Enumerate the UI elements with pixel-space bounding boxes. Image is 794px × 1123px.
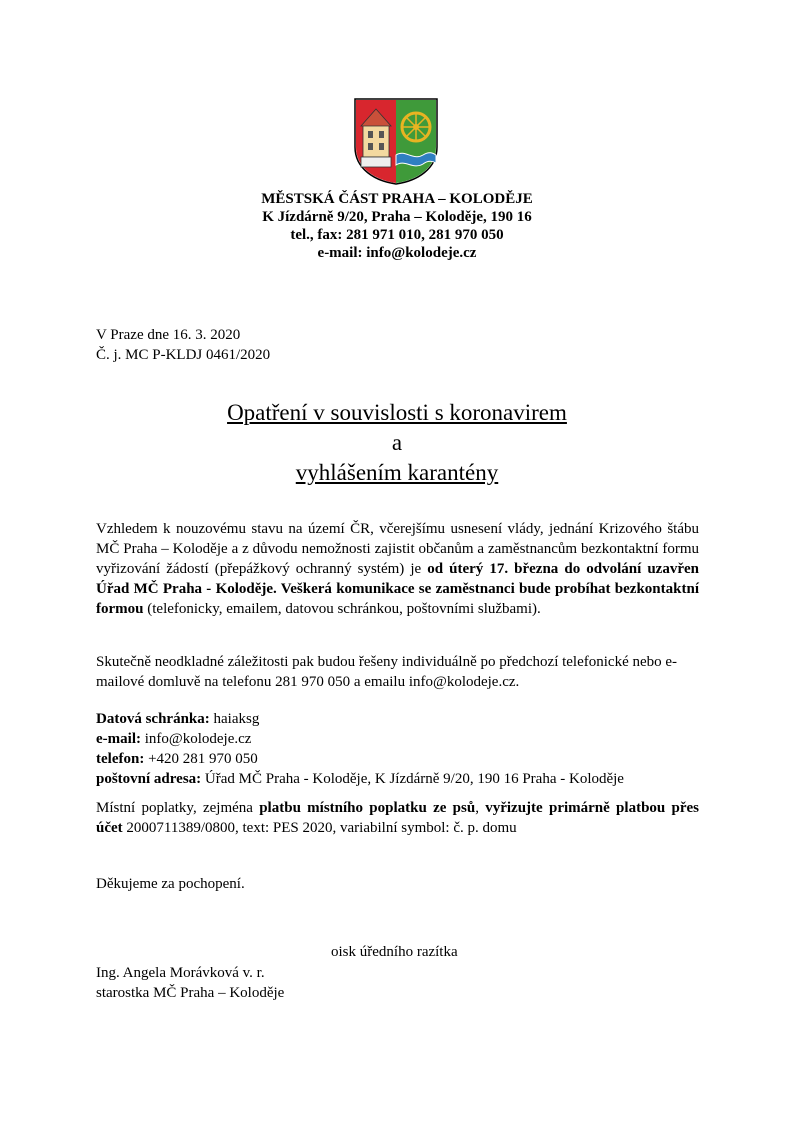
municipality-email: e-mail: info@kolodeje.cz	[317, 245, 477, 261]
municipality-header	[0, 190, 794, 262]
signature-block	[96, 963, 284, 1003]
contact-data-box	[96, 709, 716, 729]
contact-phone	[96, 749, 716, 769]
document-title	[0, 398, 794, 488]
title-line-3: vyhlášením karantény	[295, 460, 499, 485]
contact-block	[96, 709, 716, 789]
contact-email	[96, 729, 716, 749]
para1-text-2: (telefonicky, emailem, datovou schránkou, poštovními službami).	[143, 601, 541, 617]
para1-bold: od úterý 17. března do odvolání uzavřen Úřad MČ Praha - Koloděje. Veškerá komunikace se zaměstnanci bude probíhat bezkontaktní formou	[96, 561, 699, 617]
signatory-role: starostka MČ Praha – Koloděje	[96, 985, 285, 1001]
title-line-1: Opatření v souvislosti s koronavirem	[227, 400, 567, 425]
fees-bold-2: vyřizujte primárně platbou přes účet	[96, 800, 700, 836]
contact-postal	[96, 769, 716, 789]
stamp-note: oisk úředního razítka	[331, 944, 458, 960]
reference-number: Č. j. MC P-KLDJ 0461/2020	[96, 347, 271, 363]
paragraph-fees	[96, 798, 699, 838]
document-reference	[96, 325, 270, 365]
phone-value: +420 281 970 050	[144, 751, 258, 767]
email-label: e-mail:	[96, 731, 141, 747]
signatory-name: Ing. Angela Morávková v. r.	[96, 965, 265, 981]
municipality-address: K Jízdárně 9/20, Praha – Koloděje, 190 16	[262, 209, 532, 225]
email-value: info@kolodeje.cz	[140, 731, 252, 747]
fees-text-1: Místní poplatky, zejména	[96, 800, 260, 816]
paragraph-urgent-matters	[96, 652, 699, 692]
data-box-label: Datová schránka:	[96, 711, 210, 727]
title-line-2: a	[391, 430, 403, 455]
para2-text: Skutečně neodkladné záležitosti pak budou řešeny individuálně po předchozí telefonické nebo e-mailové domluvě na telefonu 281 970 050 a emailu info@kolodeje.cz.	[96, 654, 678, 690]
municipality-name: MĚSTSKÁ ČÁST PRAHA – KOLODĚJE	[261, 191, 533, 207]
data-box-value: haiaksg	[209, 711, 260, 727]
fees-bold-1: platbu místního poplatku ze psů	[259, 800, 476, 816]
municipal-coat-of-arms-icon	[353, 97, 439, 185]
para1-text-1: Vzhledem k nouzovému stavu na území ČR, včerejšímu usnesení vlády, jednání Krizového štábu MČ Praha – Koloděje a z důvodu nemožnosti zajistit občanům a zaměstnancům bezkontaktní formu vyřizování žádostí (přepážkový ochranný systém) je	[96, 521, 699, 577]
paragraph-closure	[96, 519, 699, 619]
thanks-text: Děkujeme za pochopení.	[96, 876, 245, 892]
municipality-phone: tel., fax: 281 971 010, 281 970 050	[290, 227, 504, 243]
postal-value: Úřad MČ Praha - Koloděje, K Jízdárně 9/20, 190 16 Praha - Koloděje	[201, 771, 624, 787]
fees-text-3: 2000711389/0800, text: PES 2020, variabilní symbol: č. p. domu	[122, 820, 517, 836]
postal-label: poštovní adresa:	[96, 771, 202, 787]
fees-text-2: ,	[475, 800, 486, 816]
place-date: V Praze dne 16. 3. 2020	[96, 327, 241, 343]
thanks-line	[96, 874, 699, 894]
phone-label: telefon:	[96, 751, 145, 767]
